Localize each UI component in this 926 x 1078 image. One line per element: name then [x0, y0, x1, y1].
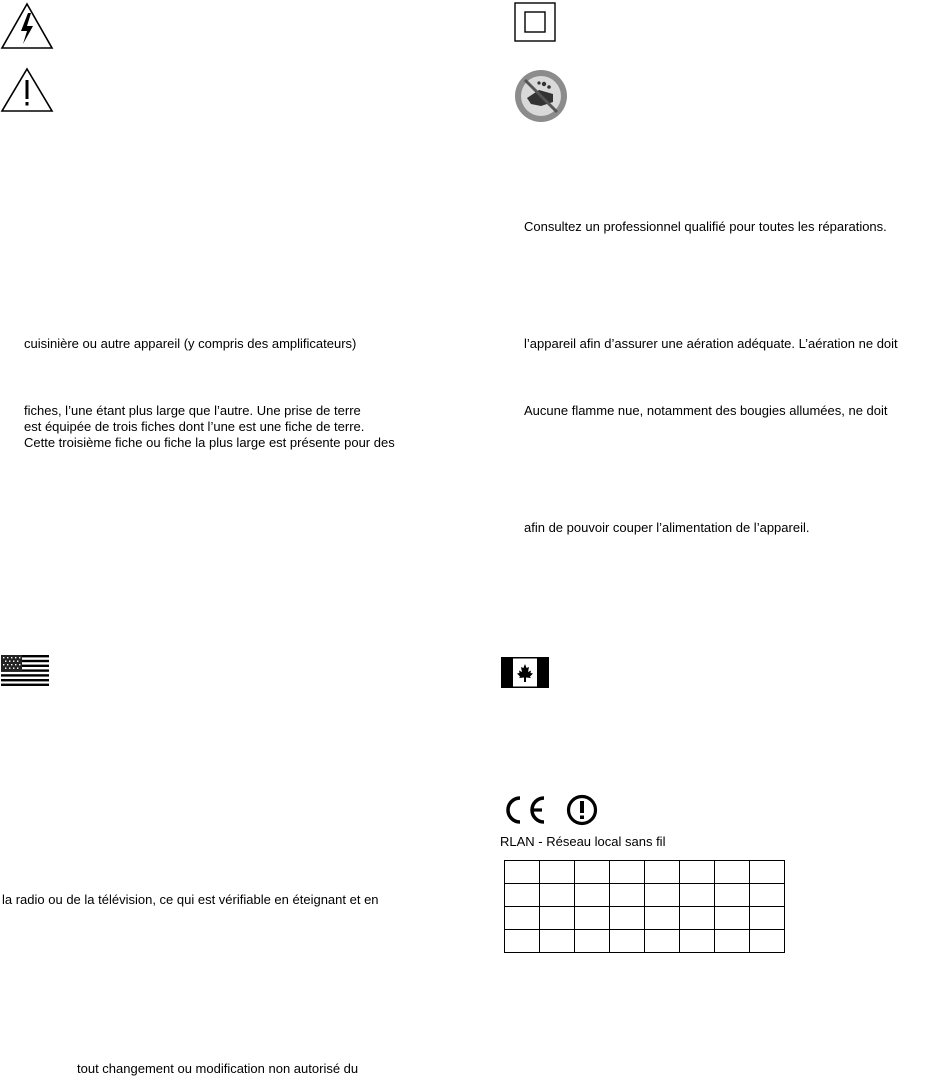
table-cell: [750, 907, 785, 930]
table-cell: [540, 884, 575, 907]
text-line: est équipée de trois fiches dont l’une est une fiche de terre.: [24, 419, 365, 434]
table-row: [505, 930, 785, 953]
table-row: [505, 861, 785, 884]
text-line: l’appareil afin d’assurer une aération adéquate. L’aération ne doit: [524, 336, 898, 351]
table-cell: [715, 907, 750, 930]
text-line: la radio ou de la télévision, ce qui est vérifiable en éteignant et en: [2, 892, 379, 907]
table-cell: [540, 930, 575, 953]
table-cell: [610, 884, 645, 907]
text-line: afin de pouvoir couper l’alimentation de l’appareil.: [524, 520, 810, 535]
class-ii-double-insulation-icon: [514, 2, 556, 42]
table-cell: [575, 930, 610, 953]
no-wet-hands-icon: [513, 68, 569, 124]
text-line: fiches, l’une étant plus large que l’autre. Une prise de terre: [24, 403, 361, 418]
table-cell: [645, 884, 680, 907]
usa-flag-icon: [1, 655, 49, 686]
table-cell: [680, 930, 715, 953]
table-cell: [680, 907, 715, 930]
table-cell: [540, 861, 575, 884]
rlan-country-table: [504, 860, 785, 953]
table-cell: [715, 930, 750, 953]
table-cell: [715, 861, 750, 884]
table-cell: [505, 861, 540, 884]
table-cell: [750, 861, 785, 884]
text-line: tout changement ou modification non autorisé du: [77, 1061, 359, 1076]
table-cell: [680, 861, 715, 884]
table-cell: [645, 930, 680, 953]
table-cell: [505, 907, 540, 930]
rlan-label: RLAN - Réseau local sans fil: [500, 834, 666, 849]
table-cell: [575, 907, 610, 930]
text-line: cuisinière ou autre appareil (y compris des amplificateurs): [24, 336, 357, 351]
electric-shock-warning-icon: [0, 2, 54, 50]
table-cell: [575, 884, 610, 907]
text-line: Consultez un professionnel qualifié pour toutes les réparations.: [524, 219, 887, 234]
table-cell: [680, 884, 715, 907]
table-row: [505, 884, 785, 907]
text-line: Cette troisième fiche ou fiche la plus large est présente pour des: [24, 435, 395, 450]
table-cell: [750, 930, 785, 953]
table-cell: [645, 907, 680, 930]
table-cell: [505, 930, 540, 953]
table-cell: [540, 907, 575, 930]
canada-flag-icon: [501, 657, 549, 688]
table-row: [505, 907, 785, 930]
table-cell: [750, 884, 785, 907]
table-cell: [610, 907, 645, 930]
ce-mark-icon: [500, 794, 548, 826]
class-2-alert-icon: [566, 794, 598, 826]
table-cell: [715, 884, 750, 907]
caution-warning-icon: [0, 67, 54, 113]
table-cell: [645, 861, 680, 884]
text-line: Aucune flamme nue, notamment des bougies allumées, ne doit: [524, 403, 888, 418]
table-cell: [610, 861, 645, 884]
table-cell: [505, 884, 540, 907]
table-cell: [575, 861, 610, 884]
table-cell: [610, 930, 645, 953]
